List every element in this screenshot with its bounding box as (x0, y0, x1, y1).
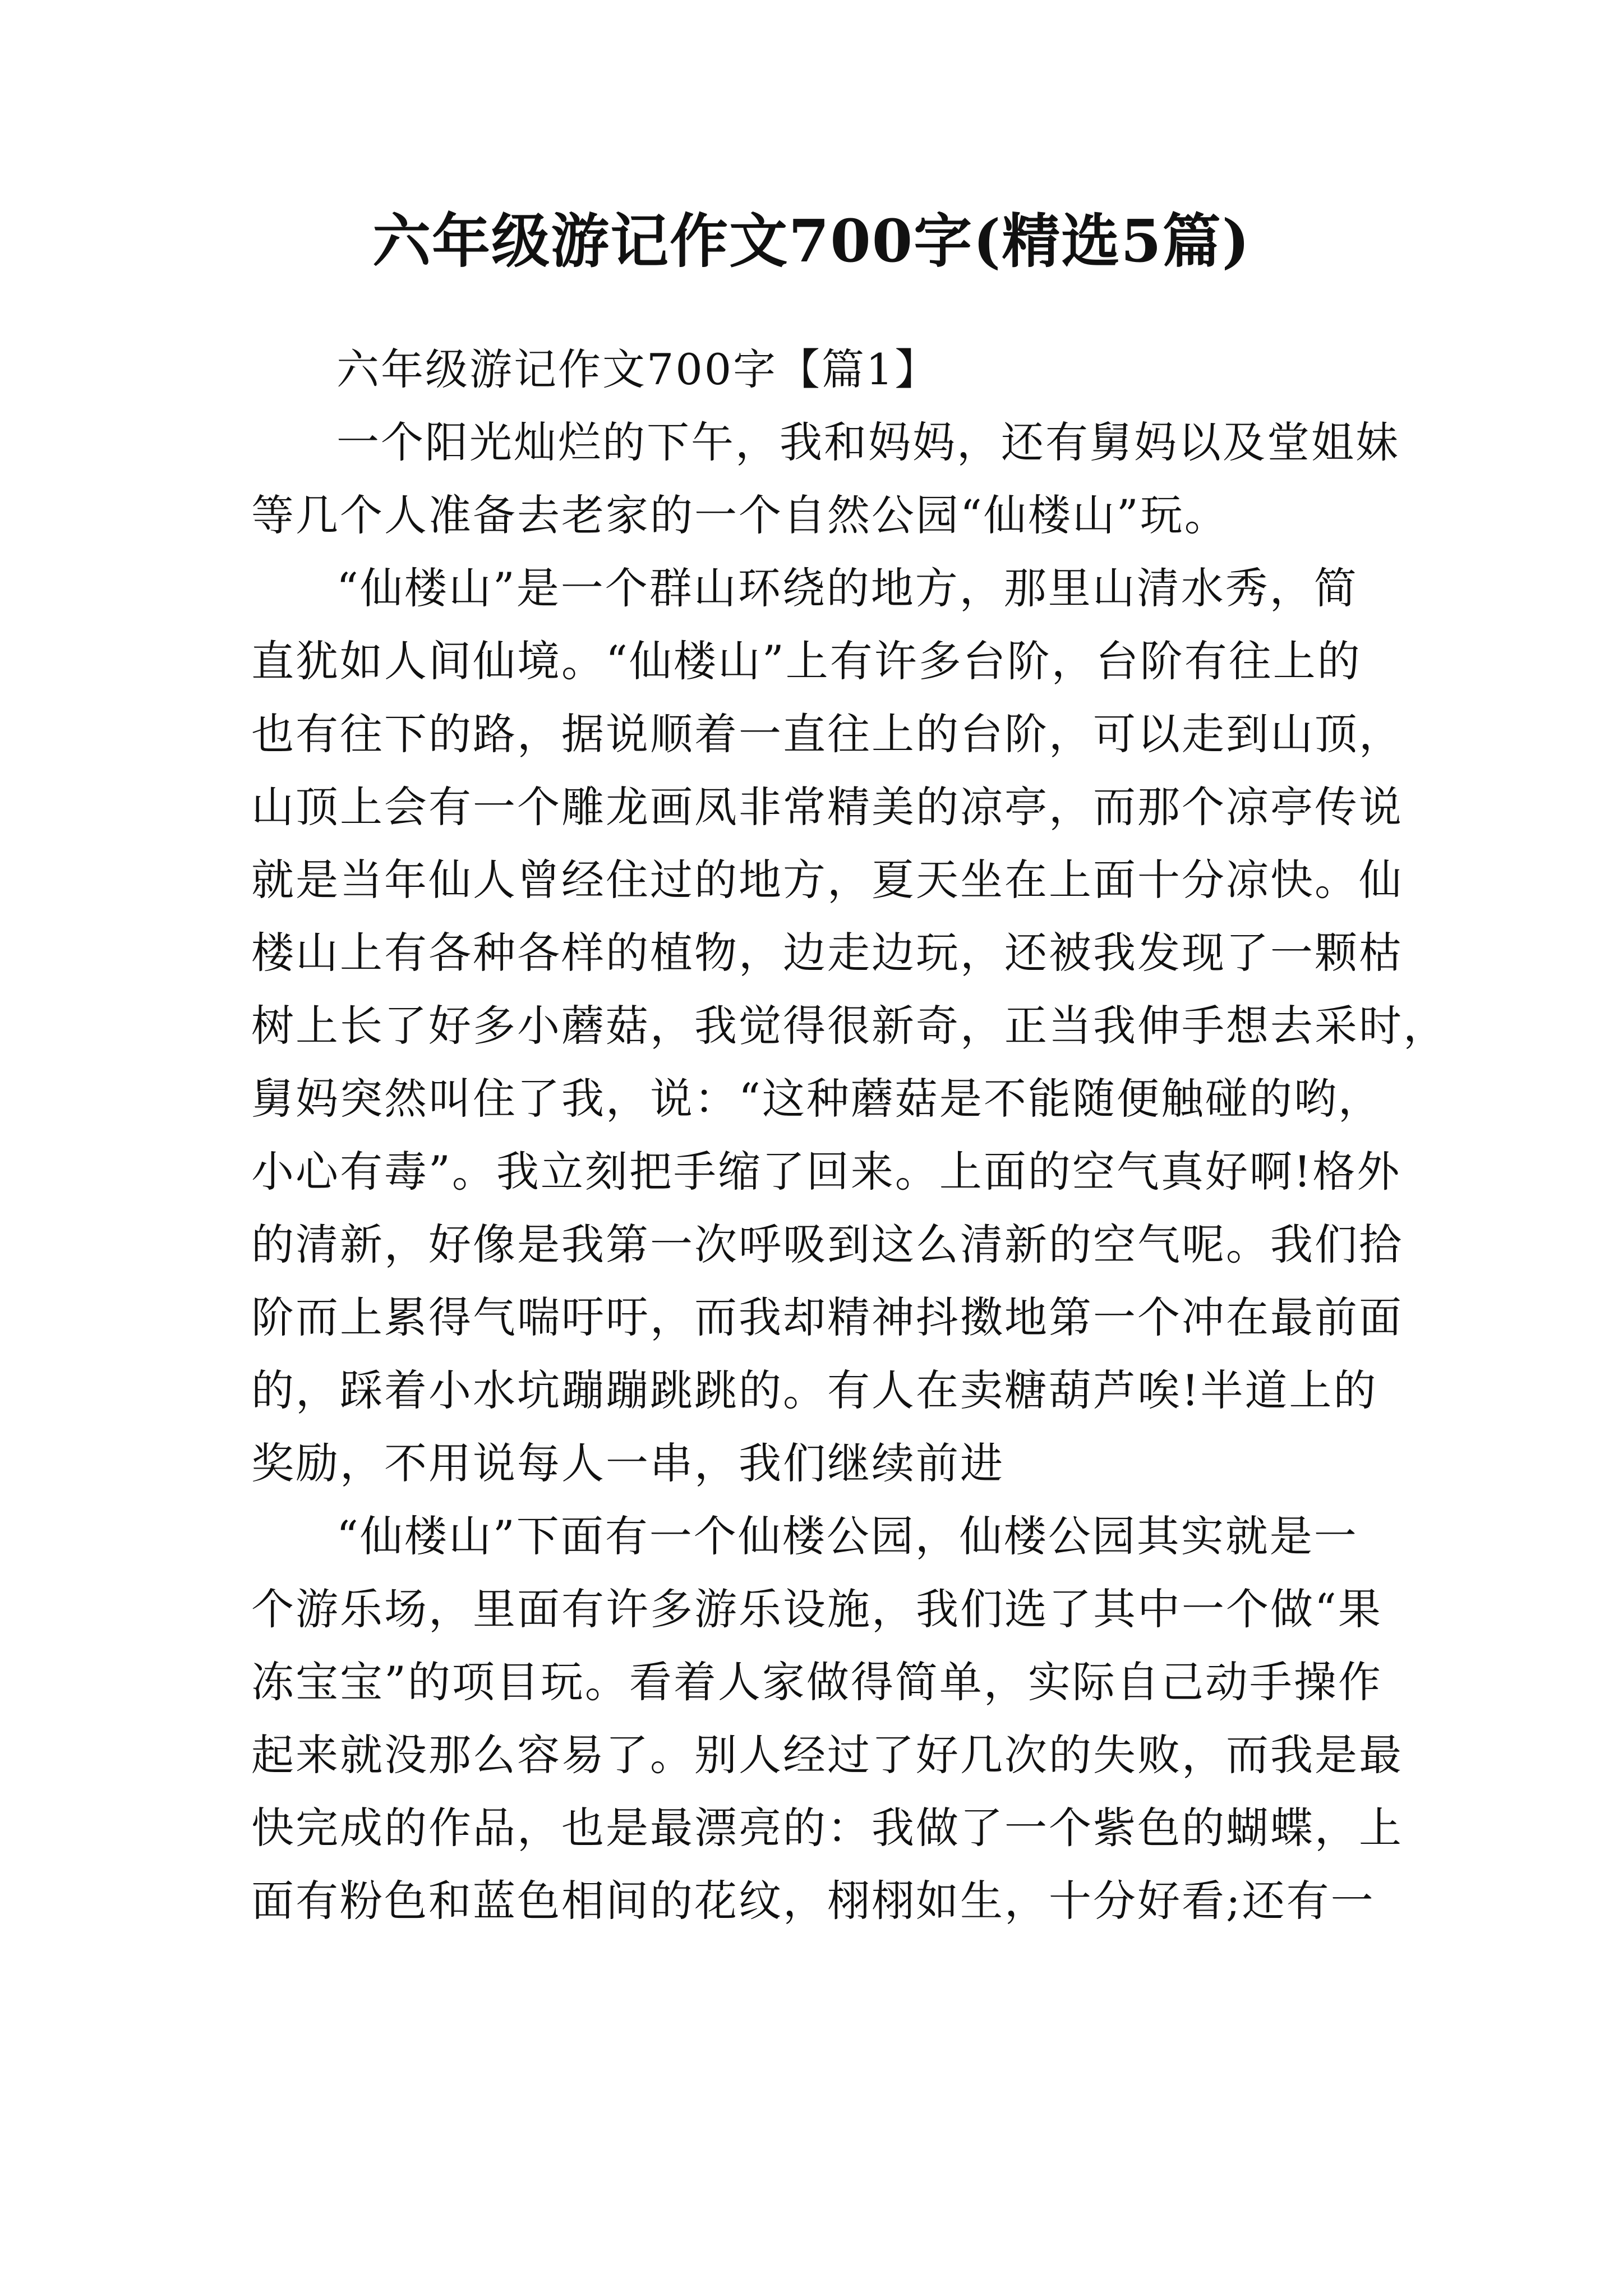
document-body (251, 333, 1447, 1938)
text-line: “仙楼山”是一个群山环绕的地方，那里山清水秀，简 (336, 563, 1358, 613)
text-line: 起来就没那么容易了。别人经过了好几次的失败，而我是最 (251, 1730, 1403, 1780)
text-line: 面有粉色和蓝色相间的花纹，栩栩如生，十分好看;还有一 (251, 1876, 1375, 1926)
text-line: 快完成的作品，也是最漂亮的：我做了一个紫色的蝴蝶，上 (251, 1803, 1403, 1853)
text-line: “仙楼山”下面有一个仙楼公园，仙楼公园其实就是一 (336, 1511, 1358, 1561)
text-line: 直犹如人间仙境。“仙楼山”上有许多台阶，台阶有往上的 (251, 636, 1362, 686)
text-line: 阶而上累得气喘吁吁，而我却精神抖擞地第一个冲在最前面 (251, 1292, 1403, 1342)
text-line: 的，踩着小水坑蹦蹦跳跳的。有人在卖糖葫芦唉!半道上的 (251, 1365, 1378, 1415)
text-line: 的清新，好像是我第一次呼吸到这么清新的空气呢。我们拾 (251, 1220, 1403, 1269)
text-line: 冻宝宝”的项目玩。看着人家做得简单，实际自己动手操作 (251, 1657, 1382, 1707)
text-line: 山顶上会有一个雕龙画凤非常精美的凉亭，而那个凉亭传说 (251, 782, 1403, 832)
text-line: 楼山上有各种各样的植物，边走边玩，还被我发现了一颗枯 (251, 928, 1403, 978)
text-line: 小心有毒”。我立刻把手缩了回来。上面的空气真好啊!格外 (251, 1147, 1401, 1197)
text-line: 奖励，不用说每人一串，我们继续前进 (251, 1438, 1004, 1488)
text-line: 等几个人准备去老家的一个自然公园“仙楼山”玩。 (251, 490, 1229, 540)
text-line: 舅妈突然叫住了我，说：“这种蘑菇是不能随便触碰的哟， (251, 1074, 1382, 1124)
text-line: 六年级游记作文700字【篇1】 (336, 344, 939, 394)
document-title: 六年级游记作文700字(精选5篇) (372, 206, 1251, 275)
text-line: 树上长了好多小蘑菇，我觉得很新奇，正当我伸手想去采时， (251, 1001, 1447, 1051)
text-line: 个游乐场，里面有许多游乐设施，我们选了其中一个做“果 (251, 1584, 1382, 1634)
text-line: 一个阳光灿烂的下午，我和妈妈，还有舅妈以及堂姐妹 (336, 417, 1400, 467)
text-line: 就是当年仙人曾经住过的地方，夏天坐在上面十分凉快。仙 (251, 855, 1403, 905)
text-line: 也有往下的路，据说顺着一直往上的台阶，可以走到山顶， (251, 709, 1403, 759)
